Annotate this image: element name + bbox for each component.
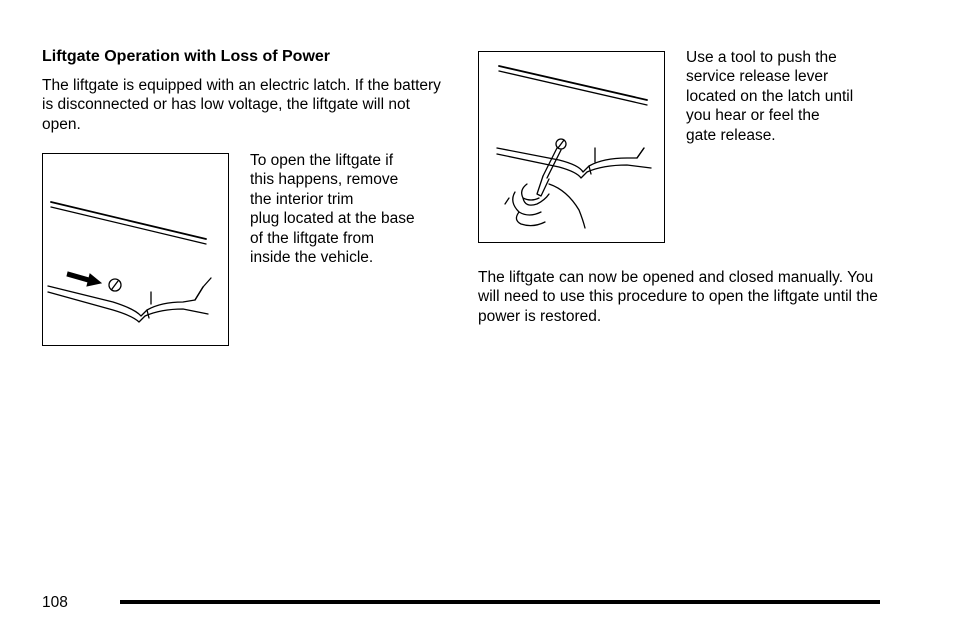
step2-line: you hear or feel the [686,107,820,125]
section-heading: Liftgate Operation with Loss of Power [42,48,331,65]
step2-line: located on the latch until [686,87,854,105]
release-lever-illustration-icon [479,52,666,244]
footer-rule [120,600,880,604]
step1-line: this happens, remove [250,171,399,189]
step2-paragraph [686,48,896,145]
step2-line: service release lever [686,68,829,86]
step1-line: inside the vehicle. [250,249,374,267]
step1-line: the interior trim [250,190,354,208]
trim-plug-figure [42,153,229,346]
step1-paragraph [250,151,450,267]
step2-line: Use a tool to push the [686,49,837,66]
step2-line: gate release. [686,126,776,144]
step1-line: To open the liftgate if [250,152,394,169]
release-lever-figure [478,51,665,243]
step1-line: of the liftgate from [250,229,375,247]
intro-paragraph: The liftgate is equipped with an electric latch. If the battery is disconnected or has low voltage, the liftgate will not open. [42,77,441,133]
step1-line: plug located at the base [250,210,415,228]
page-number: 108 [42,594,68,611]
trim-plug-illustration-icon [43,154,230,347]
closing-paragraph: The liftgate can now be opened and closed manually. You will need to use this procedure to open the liftgate until the power is restored. [478,269,878,325]
